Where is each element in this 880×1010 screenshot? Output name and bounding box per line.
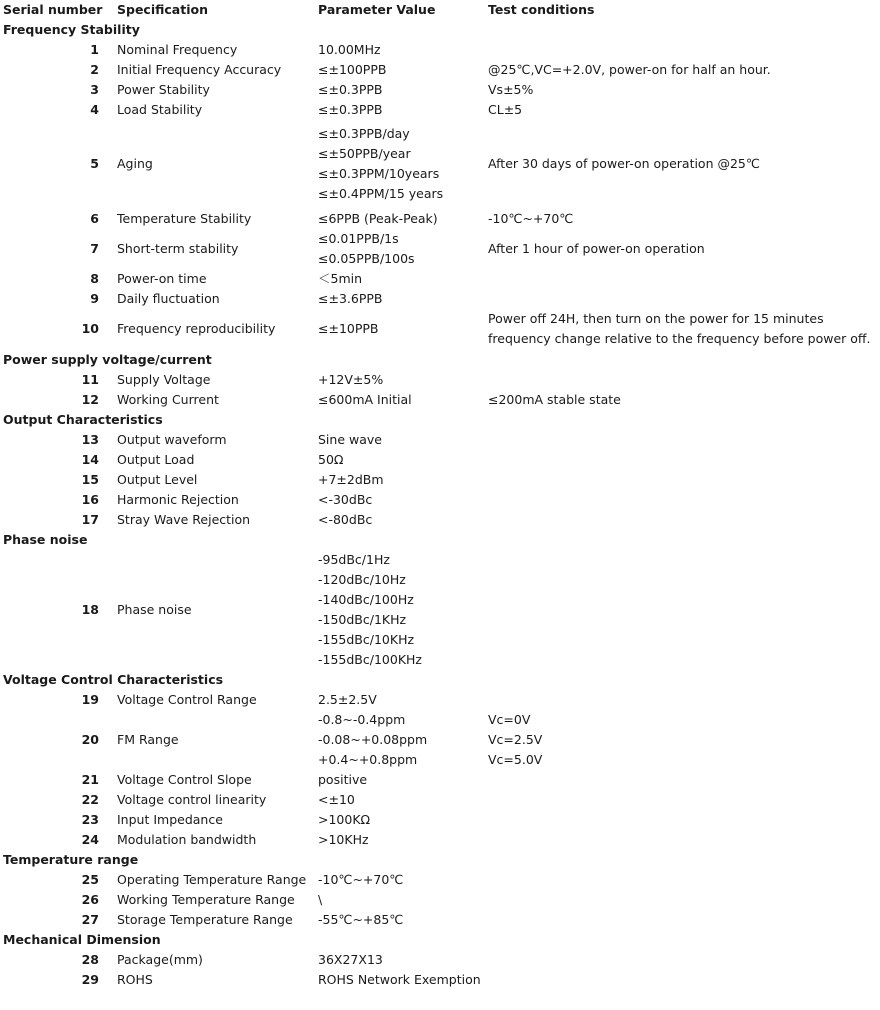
param-value: ROHS Network Exemption xyxy=(318,972,481,987)
section-frequency-stability: Frequency Stability xyxy=(3,22,140,37)
serial-number: 13 xyxy=(81,432,99,447)
param-value: ≤6PPB (Peak-Peak) xyxy=(318,211,438,226)
spec-label: Power-on time xyxy=(117,271,207,286)
serial-number: 29 xyxy=(81,972,99,987)
spec-label: Temperature Stability xyxy=(117,211,252,226)
spec-label: Output Load xyxy=(117,452,195,467)
param-value: -95dBc/1Hz -120dBc/10Hz -140dBc/100Hz -150dBc/1KHz -155dBc/10KHz -155dBc/100KHz xyxy=(318,552,422,667)
serial-number: 16 xyxy=(81,492,99,507)
param-value: -0.8~-0.4ppm -0.08~+0.08ppm +0.4~+0.8ppm xyxy=(318,712,428,767)
param-value: +12V±5% xyxy=(318,372,384,387)
header-value: Parameter Value xyxy=(318,2,436,17)
serial-number: 8 xyxy=(90,271,99,286)
serial-number: 10 xyxy=(81,321,99,336)
param-value: 2.5±2.5V xyxy=(318,692,377,707)
spec-label: Input Impedance xyxy=(117,812,223,827)
serial-number: 22 xyxy=(81,792,99,807)
param-value: ≤±0.3PPB xyxy=(318,102,383,117)
spec-label: Package(mm) xyxy=(117,952,203,967)
param-value: ≤±100PPB xyxy=(318,62,387,77)
serial-number: 28 xyxy=(81,952,99,967)
serial-number: 11 xyxy=(81,372,99,387)
spec-label: Short-term stability xyxy=(117,241,239,256)
spec-label: Operating Temperature Range xyxy=(117,872,307,887)
param-value: -55℃~+85℃ xyxy=(318,912,404,927)
spec-label: Aging xyxy=(117,156,153,171)
section-temperature-range: Temperature range xyxy=(3,852,139,867)
serial-number: 24 xyxy=(81,832,99,847)
spec-label: FM Range xyxy=(117,732,179,747)
param-value: ≤±10PPB xyxy=(318,321,379,336)
param-value: <-30dBc xyxy=(318,492,373,507)
test-condition: After 1 hour of power-on operation xyxy=(488,241,705,256)
param-value: 10.00MHz xyxy=(318,42,381,57)
spec-label: Voltage Control Range xyxy=(117,692,257,707)
serial-number: 23 xyxy=(81,812,99,827)
test-condition: @25℃,VC=+2.0V, power-on for half an hour. xyxy=(488,62,771,77)
test-condition: Power off 24H, then turn on the power for 15 minutes frequency change relative to the frequency before power off. xyxy=(488,311,871,346)
param-value: Sine wave xyxy=(318,432,382,447)
spec-label: Output Level xyxy=(117,472,198,487)
serial-number: 7 xyxy=(90,241,99,256)
spec-label: Supply Voltage xyxy=(117,372,211,387)
param-value: ≤±3.6PPB xyxy=(318,291,383,306)
spec-label: Power Stability xyxy=(117,82,210,97)
spec-label: Daily fluctuation xyxy=(117,291,220,306)
spec-label: Initial Frequency Accuracy xyxy=(117,62,282,77)
serial-number: 18 xyxy=(81,602,99,617)
serial-number: 15 xyxy=(81,472,99,487)
param-value: ＜5min xyxy=(318,271,363,286)
param-value: ≤±0.3PPB/day ≤±50PPB/year ≤±0.3PPM/10years ≤±0.4PPM/15 years xyxy=(318,126,444,201)
table-header xyxy=(0,0,880,20)
test-condition: Vs±5% xyxy=(488,82,534,97)
spec-label: Storage Temperature Range xyxy=(117,912,293,927)
spec-label: Voltage Control Slope xyxy=(117,772,252,787)
header-serial: Serial number xyxy=(3,2,103,17)
spec-label: Stray Wave Rejection xyxy=(117,512,251,527)
section-voltage-control: Voltage Control Characteristics xyxy=(3,672,224,687)
param-value: >10KHz xyxy=(318,832,369,847)
serial-number: 19 xyxy=(81,692,99,707)
param-value: ≤0.01PPB/1s ≤0.05PPB/100s xyxy=(318,231,415,266)
test-condition: -10℃~+70℃ xyxy=(488,211,574,226)
param-value: <±10 xyxy=(318,792,355,807)
spec-label: Output waveform xyxy=(117,432,227,447)
serial-number: 2 xyxy=(90,62,99,77)
spec-label: Voltage control linearity xyxy=(117,792,267,807)
section-power-supply: Power supply voltage/current xyxy=(3,352,212,367)
test-condition: ≤200mA stable state xyxy=(488,392,621,407)
section-mechanical-dimension: Mechanical Dimension xyxy=(3,932,161,947)
serial-number: 20 xyxy=(81,732,99,747)
param-value: positive xyxy=(318,772,368,787)
param-value: ≤600mA Initial xyxy=(318,392,412,407)
param-value: >100KΩ xyxy=(318,812,371,827)
test-condition: After 30 days of power-on operation @25℃ xyxy=(488,156,760,171)
spec-label: ROHS xyxy=(117,972,153,987)
spec-label: Modulation bandwidth xyxy=(117,832,257,847)
param-value: 50Ω xyxy=(318,452,344,467)
test-condition: CL±5 xyxy=(488,102,523,117)
spec-label: Working Temperature Range xyxy=(117,892,295,907)
serial-number: 5 xyxy=(90,156,99,171)
param-value: -10℃~+70℃ xyxy=(318,872,404,887)
serial-number: 14 xyxy=(81,452,99,467)
param-value: 36X27X13 xyxy=(318,952,383,967)
param-value: +7±2dBm xyxy=(318,472,384,487)
section-output: Output Characteristics xyxy=(3,412,163,427)
spec-label: Load Stability xyxy=(117,102,203,117)
header-cond: Test conditions xyxy=(488,2,595,17)
serial-number: 4 xyxy=(90,102,99,117)
param-value: \ xyxy=(318,892,323,907)
serial-number: 1 xyxy=(90,42,99,57)
serial-number: 26 xyxy=(81,892,99,907)
spec-label: Working Current xyxy=(117,392,219,407)
serial-number: 21 xyxy=(81,772,99,787)
spec-label: Harmonic Rejection xyxy=(117,492,239,507)
serial-number: 3 xyxy=(90,82,99,97)
serial-number: 17 xyxy=(81,512,99,527)
serial-number: 25 xyxy=(81,872,99,887)
spec-label: Frequency reproducibility xyxy=(117,321,276,336)
param-value: <-80dBc xyxy=(318,512,373,527)
header-spec: Specification xyxy=(117,2,208,17)
section-phase-noise: Phase noise xyxy=(3,532,88,547)
serial-number: 12 xyxy=(81,392,99,407)
spec-label: Phase noise xyxy=(117,602,192,617)
test-condition: Vc=0V Vc=2.5V Vc=5.0V xyxy=(488,712,543,767)
serial-number: 27 xyxy=(81,912,99,927)
param-value: ≤±0.3PPB xyxy=(318,82,383,97)
serial-number: 9 xyxy=(90,291,99,306)
serial-number: 6 xyxy=(90,211,99,226)
spec-label: Nominal Frequency xyxy=(117,42,238,57)
